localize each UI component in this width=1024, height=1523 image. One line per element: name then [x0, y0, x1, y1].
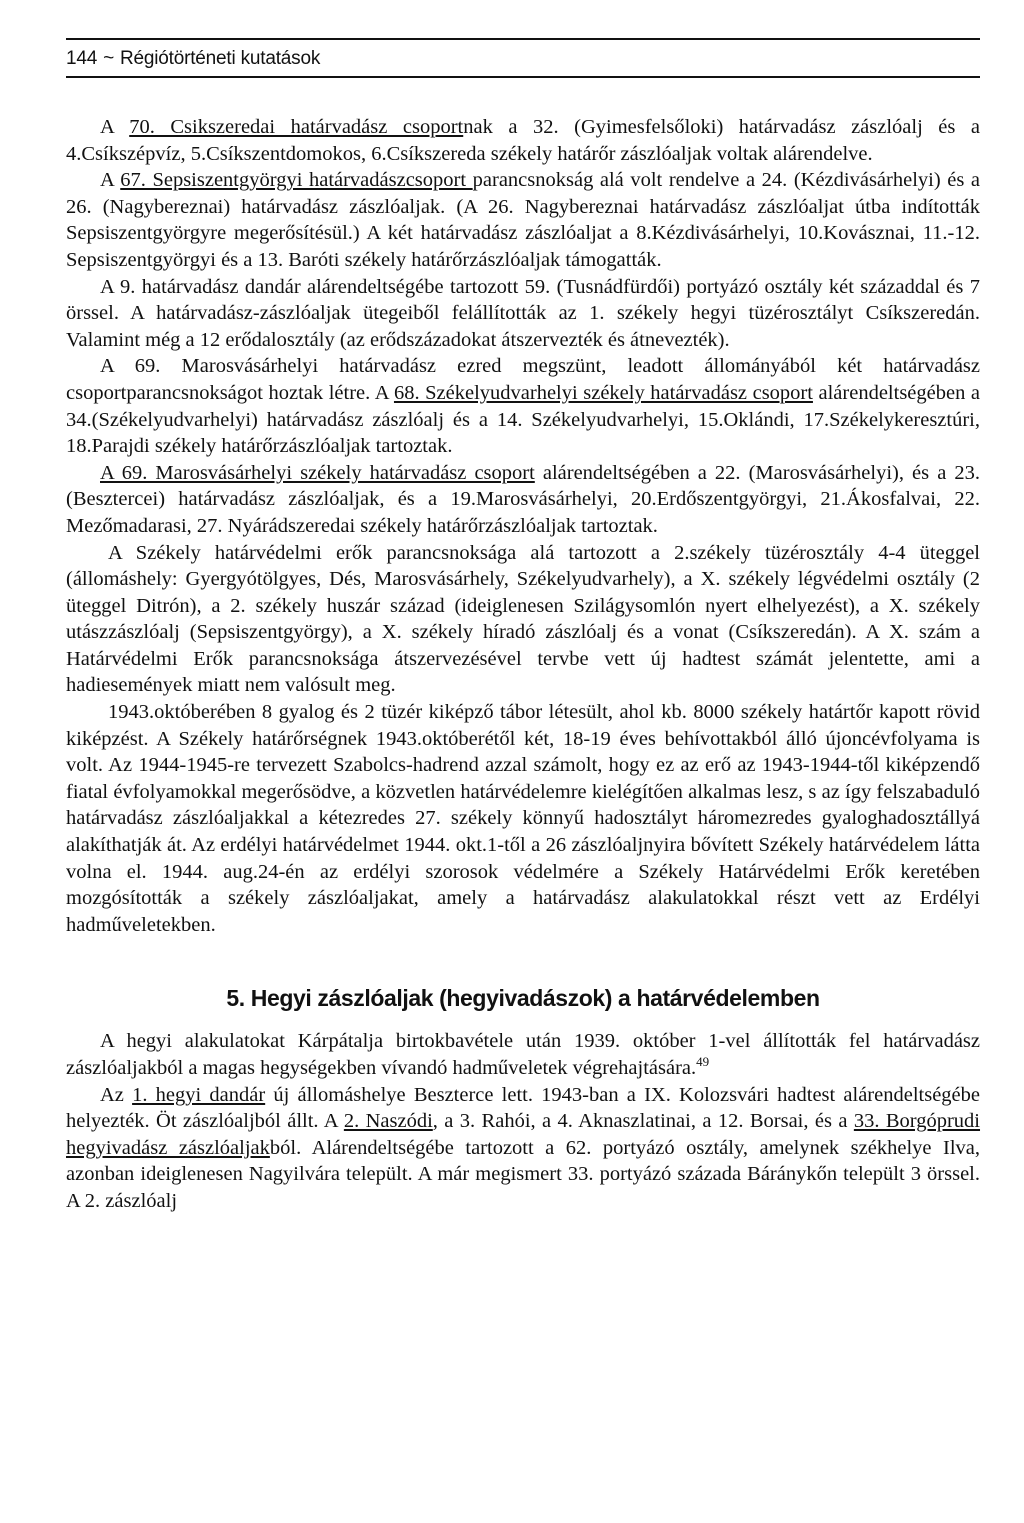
underlined-unit-name: 70. Csikszeredai határvadász csoport: [129, 116, 464, 138]
underlined-unit-name: 68. Székelyudvarhelyi székely határvadász csoport: [393, 381, 813, 404]
paragraph-1943: 1943.októberében 8 gyalog és 2 tüzér kiképző tábor létesült, ahol kb. 8000 székely határtőr kapott rövid kiképzést. A Székely határőrségnek 1943.októberétől két, 18-19 éves behívottakból álló újoncévfolyama is volt. Az 1944-1945-re tervezett Szabolcs-hadrend azzal számolt, hogy ez az erő az 1943-1944-től kiképzendő fiatal évfolyamokkal megerősödve, a közvetlen határvédelemre kielégítően alkalmas lesz, s az így felszabaduló határvadász zászlóaljakkal a kétezredes 27. székely könnyű hadosztályt háromezredes gyaloghadosztállyá alakíthatják át. Az erdélyi határvédelmet 1944. okt.1-től a 26 zászlóaljnyira bővített Székely határvédelem látta volna el. 1944. aug.24-én az erdélyi szorosok védelmére a Székely Határvédelmi Erők keretében mozgósították a székely zászlóaljakat, amely a határvadász alakulatokkal részt vett az Erdélyi hadműveletekben.: [66, 701, 980, 936]
footnote-marker: 49: [696, 1054, 710, 1070]
text-run: A 69. Marosvásárhelyi határvadász ezred megszünt, leadott állományából két határvadász csoportparancsnokságot hoztak létre. A: [66, 355, 980, 404]
running-title: Régiótörténeti kutatások: [120, 48, 321, 69]
text-run: Az: [100, 1083, 133, 1106]
text-run: alárendeltségében a 22. (Marosvásárhelyi), és a 23. (Besztercei) határvadász zászlóaljak, és a 19.Marosvásárhelyi, 20.Erdőszentgyörgyi, 21.Ákosfalvai, 22. Mezőmadarasi, 27. Nyárádszeredai székely határőrzászlóaljak tartoztak.: [66, 461, 980, 537]
text-run: új állomáshelye Beszterce lett. 1943-ban a IX. Kolozsvári hadtest alárendeltségébe helyezték. Öt zászlóaljból állt. A: [66, 1083, 980, 1133]
paragraph-hegyi-alakulatok: [66, 1028, 980, 1081]
text-run: nak a 32. (Gyimesfelsőloki) határvadász zászlóalj és a 4.Csíkszépvíz, 5.Csíkszentdomokos, 6.Csíkszereda székely határőr zászlóaljak voltak alárendelve.: [66, 116, 980, 165]
paragraph-hatarvedelmi-erok: A Székely határvédelmi erők parancsnoksága alá tartozott a 2.székely tüzérosztály 4-4 üteggel (állomáshely: Gyergyótölgyes, Dés, Marosvásárhely, Székelyudvarhely), a X. székely légvédelmi osztály (2 üteggel Ditrón), a 2. székely huszár század (ideiglenesen Szilágysomlón nyert elhelyezést), a X. székely utászzászlóalj (Sepsiszentgyörgy), a X. székely híradó zászlóalj és a vonat (Csíkszeredán). A X. szám a Határvédelmi Erők parancsnoksága átszervezésével tervbe vett új hadtest számát jelentette, ami a hadiesemények miatt nem valósult meg.: [66, 541, 980, 697]
underlined-unit-name: 2. Naszódi: [343, 1110, 433, 1133]
text-run: A: [100, 116, 130, 138]
underlined-unit-name: A 69. Marosvásárhelyi székely határvadász csoport: [100, 461, 535, 484]
paragraph-69-csoport: [66, 460, 980, 540]
underlined-unit-name: 67. Sepsiszentgyörgyi határvadászcsoport: [120, 169, 473, 192]
header-separator: ~: [103, 48, 115, 69]
text-run: parancsnokság alá volt rendelve a 24. (Kézdivásárhelyi) és a 26. (Nagybereznai) határvadász zászlóaljak. (A 26. Nagybereznai határvadász zászlóaljat útba indították Sepsiszentgyörgyre megerősítésül.) A két határvadász zászlóaljat a 8.Kézdivásárhelyi, 10.Kovásznai, 11.-12. Sepsiszentgyörgyi és a 13. Baróti székely határőrzászlóaljak támogatták.: [66, 169, 980, 271]
text-run: A: [100, 169, 121, 192]
underlined-unit-name: 33. Borgóprudi hegyivadász zászlóaljak: [66, 1110, 981, 1159]
running-header: [66, 38, 980, 78]
text-run: A hegyi alakulatokat Kárpátalja birtokbavétele után 1939. október 1-vel állították fel határvadász zászlóaljakból a magas hegységekben vívandó hadműveletek végrehajtására.: [66, 1030, 980, 1079]
text-run: ból. Alárendeltségébe tartozott a 62. portyázó osztály, amelynek székhelye Ilva, azonban ideiglenesen Nagyilvára települt. A már megismert 33. portyázó százada Báránykőn települt 3 örssel. A 2. zászlóalj: [66, 1136, 980, 1212]
paragraph-70-csoport: [66, 114, 980, 167]
paragraph-69-ezred: [66, 353, 980, 459]
page-number: 144: [66, 48, 98, 69]
paragraph-67-csoport: [66, 167, 980, 273]
text-run: , a 3. Rahói, a 4. Aknaszlatinai, a 12. Borsai, és a: [432, 1110, 854, 1133]
underlined-unit-name: 1. hegyi dandár: [132, 1083, 266, 1106]
section-heading: 5. Hegyi zászlóaljak (hegyivadászok) a határvédelemben: [226, 985, 820, 1012]
body-text: [66, 114, 980, 938]
document-page: [66, 38, 980, 1215]
paragraph-9-dandar: A 9. határvadász dandár alárendeltségébe tartozott 59. (Tusnádfürdői) portyázó osztály két századdal és 7 örssel. A határvadász-zászlóaljak ütegeiből felállították az 1. székely hegyi tüzérosztályt Csíkszeredán. Valamint még a 12 erődalosztály (az erődszázadokat átszervezték és átnevezték).: [66, 275, 980, 351]
text-run: alárendeltségében a 34.(Székelyudvarhelyi) határvadász zászlóalj és a 14. Székelyudvarhelyi, 15.Oklándi, 17.Székelykeresztúri, 18.Parajdi székely határőrzászlóaljak tartoztak.: [66, 381, 981, 458]
paragraph-1-hegyi-dandar: [66, 1082, 980, 1215]
